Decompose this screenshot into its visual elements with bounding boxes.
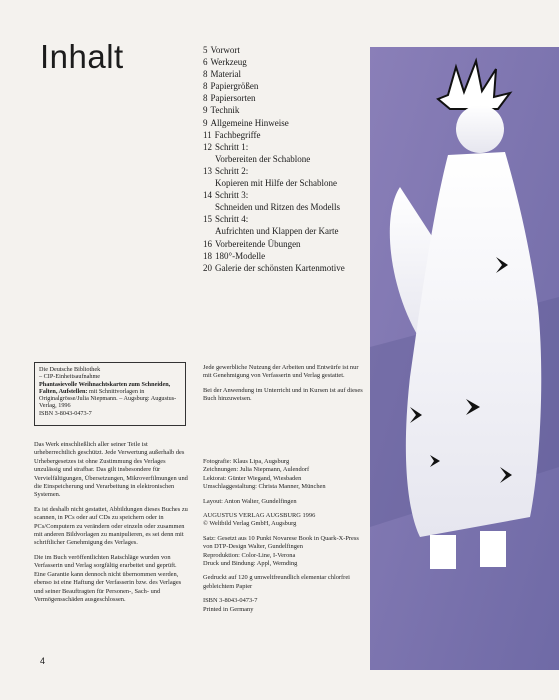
toc-entry — [203, 189, 371, 201]
toc-entry — [203, 165, 371, 177]
cip-isbn: ISBN 3-8043-0473-7 — [39, 409, 92, 417]
toc-page-number: 12 — [203, 141, 212, 152]
toc-entry-title: Vorbereitende Übungen — [215, 238, 301, 249]
table-of-contents — [203, 44, 371, 274]
toc-page-number: 11 — [203, 129, 212, 140]
toc-page-number: 14 — [203, 190, 212, 201]
toc-entry — [203, 104, 371, 116]
toc-entry — [203, 117, 371, 129]
toc-entry-title: Fachbegriffe — [214, 129, 261, 140]
toc-entry — [203, 238, 371, 250]
toc-entry — [203, 56, 371, 68]
cip-record — [34, 362, 186, 426]
toc-entry-title: Technik — [210, 105, 240, 116]
toc-page-number: 5 — [203, 45, 208, 55]
copyright-paragraph: Das Werk einschließlich aller seiner Teile ist urheberrechtlich geschützt. Jede Verwertung außerhalb des Urhebergesetzes ist ohne Zustimmung des Verlages unzulässig und strafbar. Das gilt insbesondere für Vervielfältigungen, Übersetzungen, Mikroverfilmungen und die Einspeicherung und Verarbeitung in elektronischen Systemen. — [34, 441, 188, 499]
toc-entry — [203, 92, 371, 104]
toc-entry-title: Schritt 1: — [215, 141, 249, 152]
page-title: Inhalt — [40, 38, 124, 75]
toc-entry-subtitle: Kopieren mit Hilfe der Schablone — [215, 178, 337, 189]
toc-entry-title: Vorwort — [210, 45, 240, 55]
toc-page-number: 8 — [203, 81, 208, 92]
imprint-isbn: ISBN 3-8043-0473-7 Printed in Germany — [203, 597, 258, 613]
toc-entry-title: Material — [210, 69, 241, 80]
copyright-paragraph: Die im Buch veröffentlichten Ratschläge wurden von Verfasserin und Verlag sorgfältig erarbeitet und geprüft. Eine Garantie kann dennoch nicht übernommen werden, ebenso ist eine Haftung der Verfasserin bzw. des Verlages und seiner Beauftragten für Personen-, Sach- und Vermögensschäden ausgeschlossen. — [34, 553, 182, 603]
toc-entry-title: Schritt 4: — [215, 214, 249, 225]
toc-entry — [203, 68, 371, 80]
toc-entry-subtitle: Schneiden und Ritzen des Modells — [215, 202, 340, 213]
copyright-paragraph: Es ist deshalb nicht gestattet, Abbildungen dieses Buches zu scannen, in PCs oder auf CDs zu speichern oder in PCs/Computern zu verändern oder einzeln oder zusammen mit anderen Bildvorlagen zu manipulieren, es sei denn mit schriftlicher Genehmigung des Verlages. — [34, 505, 188, 547]
toc-entry-title: Werkzeug — [210, 57, 247, 68]
toc-entry — [203, 44, 371, 56]
imprint — [203, 458, 368, 620]
toc-entry-title: Allgemeine Hinweise — [210, 117, 289, 128]
toc-entry — [203, 250, 371, 262]
usage-paragraph: Bei der Anwendung im Unterricht und in Kursen ist auf dieses Buch hinzuweisen. — [203, 386, 363, 403]
toc-page-number: 13 — [203, 165, 212, 176]
toc-page-number: 6 — [203, 57, 208, 68]
toc-page-number: 16 — [203, 238, 212, 249]
toc-entry-title: Schritt 3: — [215, 190, 249, 201]
toc-entry-title: Galerie der schönsten Kartenmotive — [215, 262, 345, 273]
imprint-layout: Layout: Anton Walter, Gundelfingen — [203, 497, 297, 505]
toc-entry-title: Papiersorten — [210, 93, 256, 104]
usage-paragraph: Jede gewerbliche Nutzung der Arbeiten und Entwürfe ist nur mit Genehmigung von Verfasserin und Verlag gestattet. — [203, 364, 359, 380]
toc-entry — [203, 262, 371, 274]
cip-line1: Die Deutsche Bibliothek — [39, 366, 101, 373]
imprint-credits: Fotografie: Klaus Lipa, Augsburg Zeichnungen: Julia Niepmann, Aulendorf Lektorat: Günter Wiegand, Wiesbaden Umschlaggestaltung: Christa Manner, München — [203, 458, 326, 491]
toc-entry-title: Schritt 2: — [215, 165, 249, 176]
cip-line2: – CIP-Einheitsaufnahme — [39, 373, 101, 381]
usage-notice — [203, 364, 368, 410]
imprint-publisher: AUGUSTUS VERLAG AUGSBURG 1996 © Weltbild Verlag GmbH, Augsburg — [203, 512, 316, 528]
toc-page-number: 15 — [203, 214, 212, 225]
toc-entry — [203, 213, 371, 225]
angel-card-photo — [370, 47, 559, 670]
toc-page-number: 8 — [203, 69, 208, 80]
toc-page-number: 9 — [203, 117, 208, 128]
toc-entry-subtitle: Aufrichten und Klappen der Karte — [215, 226, 339, 237]
cip-title: Phantasievolle Weihnachtskarten zum Schneiden, Falten, Aufstellen: — [39, 380, 171, 395]
cip-rest: mit Schnittvorlagen in Originalgrösse/Julia Niepmann. – Augsburg: Augustus-Verlag, 1996 — [39, 387, 177, 410]
imprint-paper: Gedruckt auf 120 g umweltfreundlich elementar chlorfrei gebleichtem Papier — [203, 574, 350, 590]
toc-entry — [203, 80, 371, 92]
toc-page-number: 8 — [203, 93, 208, 104]
toc-page-number: 18 — [203, 250, 212, 261]
page-number: 4 — [40, 656, 46, 666]
toc-entry — [203, 129, 371, 141]
imprint-production: Satz: Gesetzt aus 10 Punkt Novarese Book in Quark-X-Press von DTP-Design Walter, Gundelfingen Reproduktion: Color-Line, I-Verona Druck und Bindung: Appl, Wemding — [203, 534, 359, 568]
copyright-notice — [34, 441, 188, 610]
toc-entry — [203, 141, 371, 153]
toc-entry-title: 180°-Modelle — [215, 250, 266, 261]
toc-entry-subtitle: Vorbereiten der Schablone — [215, 153, 311, 164]
toc-entry-title: Papiergrößen — [210, 81, 259, 92]
paper-angel-image — [370, 47, 559, 670]
toc-page-number: 9 — [203, 105, 208, 116]
toc-page-number: 20 — [203, 262, 212, 273]
